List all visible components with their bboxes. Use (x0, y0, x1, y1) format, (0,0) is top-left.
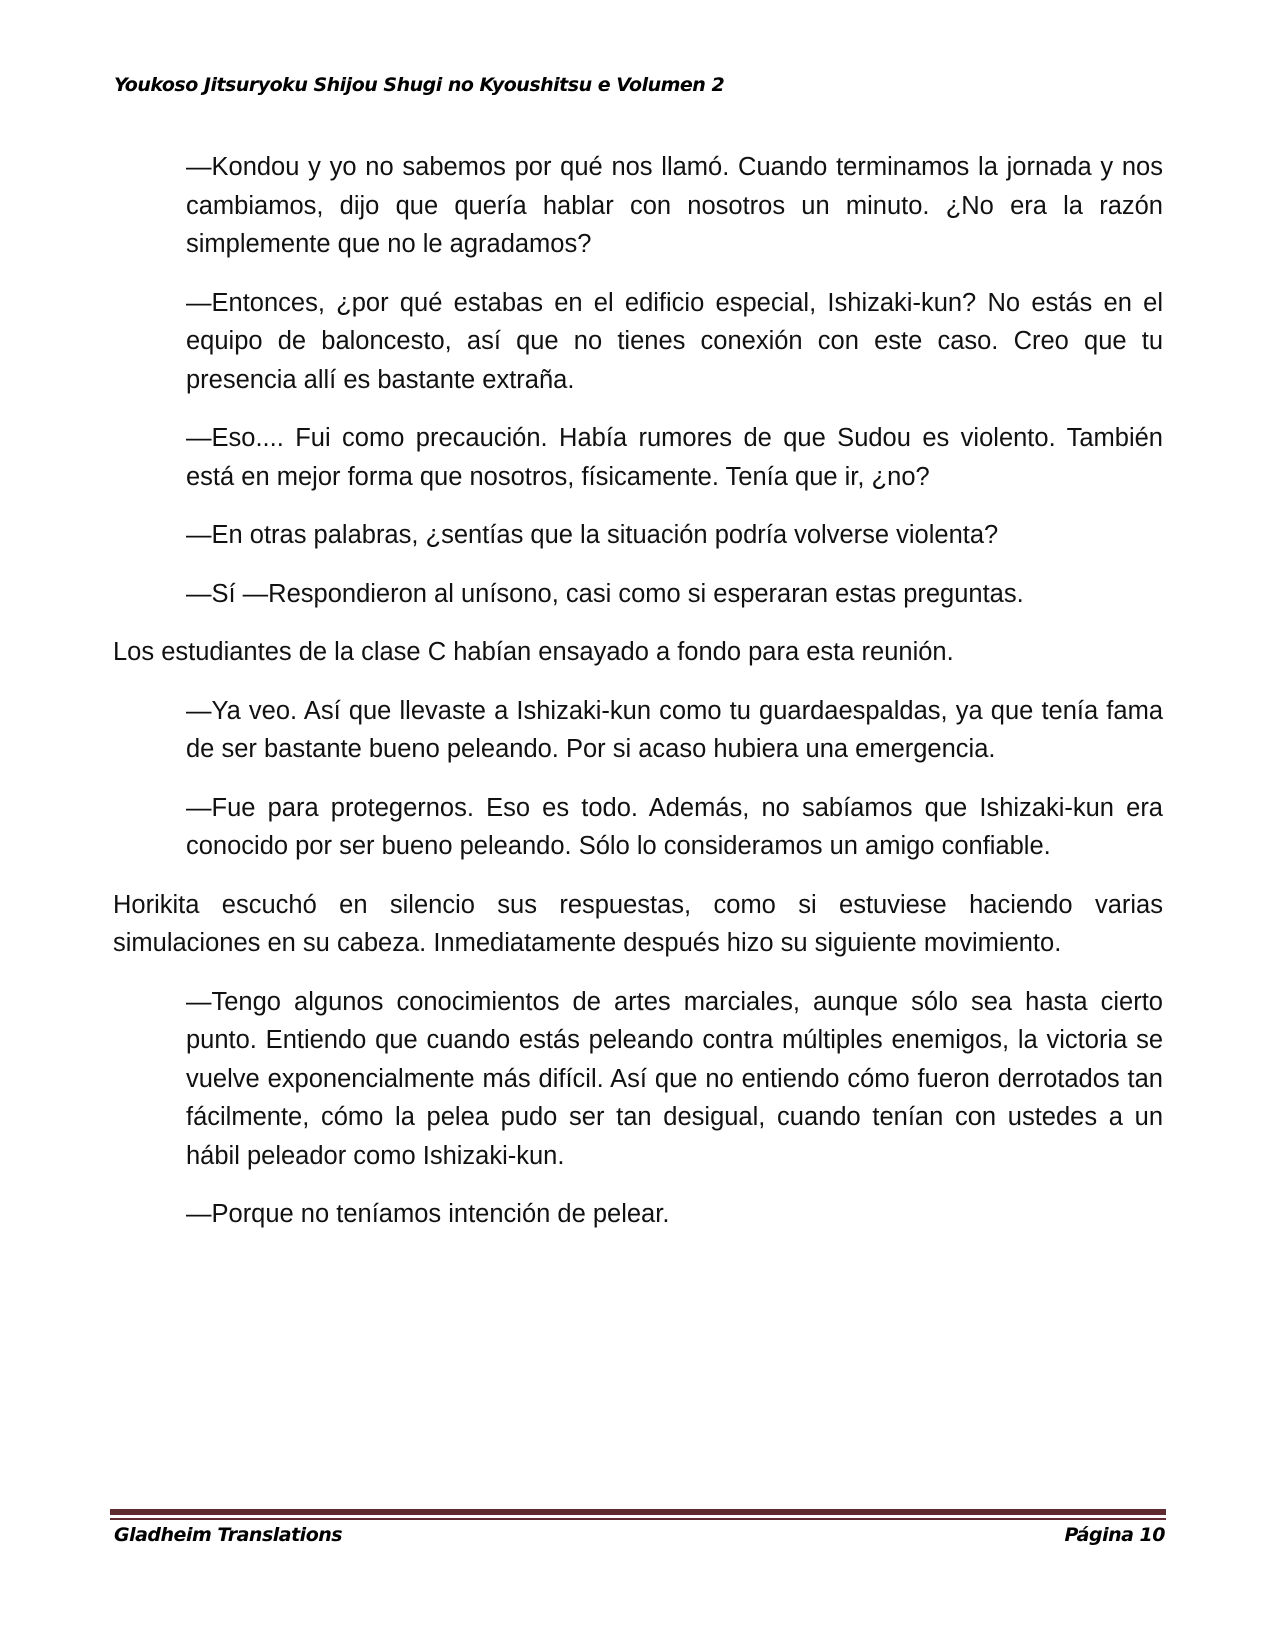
footer-rule-thick (110, 1509, 1166, 1515)
footer-rule-thin (110, 1518, 1166, 1520)
page-body (113, 148, 1163, 1254)
paragraph: Los estudiantes de la clase C habían ensayado a fondo para esta reunión. (113, 638, 954, 666)
page-number: Página 10 (1064, 1524, 1165, 1546)
paragraph: —Ya veo. Así que llevaste a Ishizaki-kun como tu guardaespaldas, ya que tenía fama de ser bastante bueno peleando. Por si acaso hubiera una emergencia. (186, 696, 1163, 763)
paragraph: —En otras palabras, ¿sentías que la situación podría volverse violenta? (186, 521, 999, 549)
paragraph: —Porque no teníamos intención de pelear. (186, 1200, 670, 1228)
paragraph: —Eso.... Fui como precaución. Había rumores de que Sudou es violento. También está en mejor forma que nosotros, físicamente. Tenía que ir, ¿no? (186, 424, 1163, 491)
paragraph: —Entonces, ¿por qué estabas en el edificio especial, Ishizaki-kun? No estás en el equipo de baloncesto, así que no tienes conexión con este caso. Creo que tu presencia allí es bastante extraña. (186, 288, 1163, 394)
paragraph: —Kondou y yo no sabemos por qué nos llamó. Cuando terminamos la jornada y nos cambiamos, dijo que quería hablar con nosotros un minuto. ¿No era la razón simplemente que no le agradamos? (186, 153, 1163, 258)
paragraph: —Sí —Respondieron al unísono, casi como si esperaran estas preguntas. (186, 579, 1024, 608)
paragraph: —Tengo algunos conocimientos de artes marciales, aunque sólo sea hasta cierto punto. Entiendo que cuando estás peleando contra múltiples enemigos, la victoria se vuelve exponencialmente más difícil. Así que no entiendo cómo fueron derrotados tan fácilmente, cómo la pelea pudo ser tan desigual, cuando tenían con ustedes a un hábil peleador como Ishizaki-kun. (186, 987, 1163, 1170)
paragraph: Horikita escuchó en silencio sus respuestas, como si estuviese haciendo varias simulaciones en su cabeza. Inmediatamente después hizo su siguiente movimiento. (113, 890, 1163, 957)
paragraph: —Fue para protegernos. Eso es todo. Además, no sabíamos que Ishizaki-kun era conocido por ser bueno peleando. Sólo lo consideramos un amigo confiable. (186, 793, 1163, 860)
running-header: Youkoso Jitsuryoku Shijou Shugi no Kyoushitsu e Volumen 2 (114, 74, 725, 96)
footer-publisher: Gladheim Translations (114, 1524, 343, 1546)
